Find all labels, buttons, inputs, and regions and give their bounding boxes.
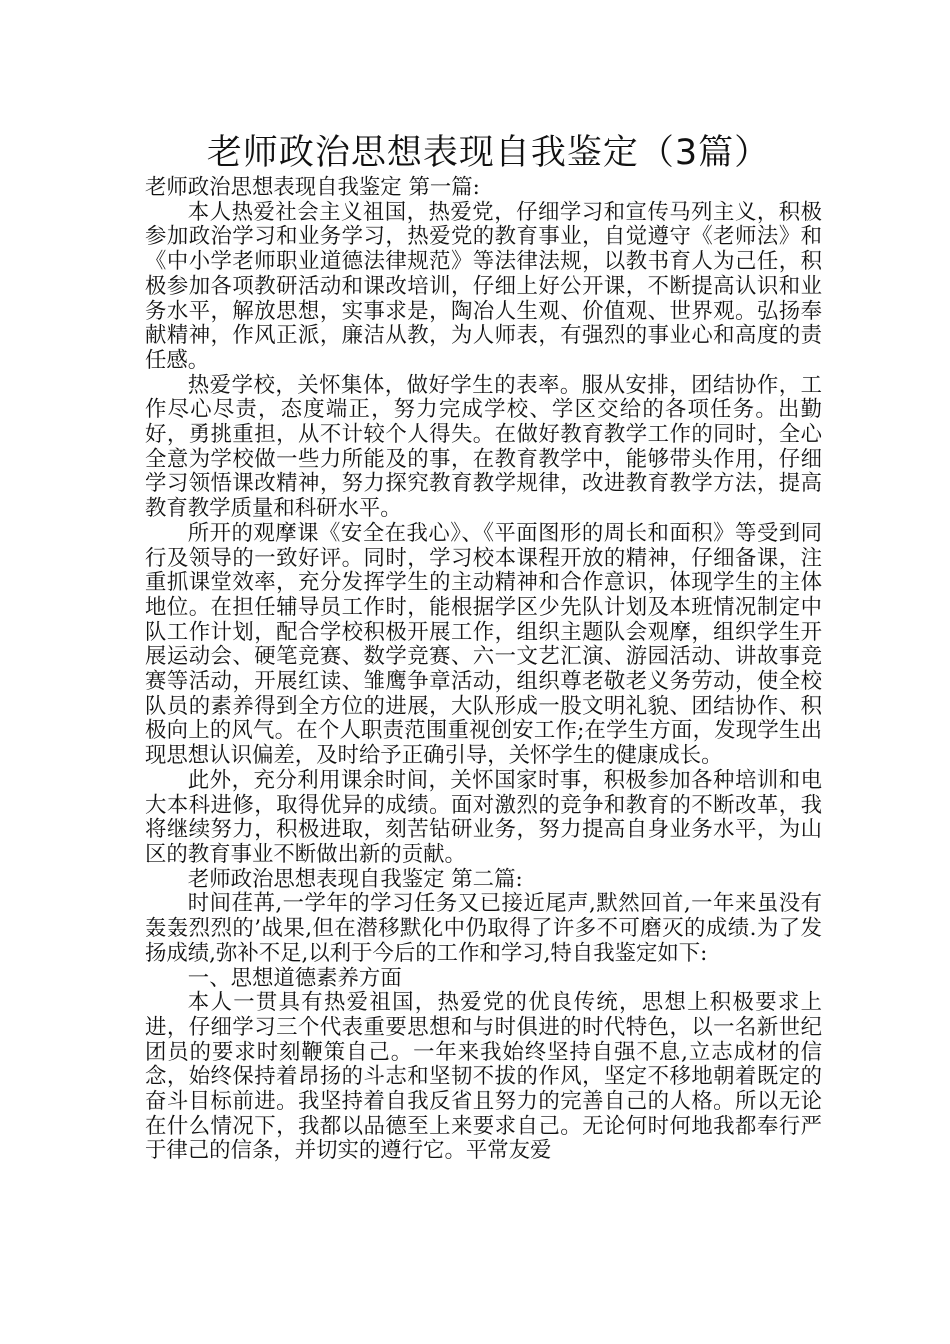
paragraph: 热爱学校，关怀集体，做好学生的表率。服从安排，团结协作，工作尽心尽责，态度端正，努力完成学校、学区交给的各项任务。出勤好，勇挑重担，从不计较个人得失。在做好教育教学工作的同时，全心全意为学校做一些力所能及的事，在教育教学中，能够带头作用，仔细学习领悟课改精神，努力探究教育教学规律，改进教育教学方法，提高教育教学质量和科研水平。 — [145, 372, 822, 522]
paragraph: 所开的观摩课《安全在我心》、《平面图形的周长和面积》等受到同行及领导的一致好评。同时，学习校本课程开放的精神，仔细备课，注重抓课堂效率，充分发挥学生的主动精神和合作意识，体现学生的主体地位。在担任辅导员工作时，能根据学区少先队计划及本班情况制定中队工作计划，配合学校积极开展工作，组织主题队会观摩，组织学生开展运动会、硬笔竞赛、数学竞赛、六一文艺汇演、游园活动、讲故事竞赛等活动，开展红读、雏鹰争章活动，组织尊老敬老义务劳动，使全校队员的素养得到全方位的进展，大队形成一股文明礼貌、团结协作、积极向上的风气。在个人职责范围重视创安工作;在学生方面，发现学生出现思想认识偏差，及时给予正确引导，关怀学生的健康成长。 — [145, 520, 822, 769]
paragraph: 本人热爱社会主义祖国，热爱党，仔细学习和宣传马列主义，积极参加政治学习和业务学习，热爱党的教育事业，自觉遵守《老师法》和《中小学老师职业道德法律规范》等法律法规，以教书育人为己任，积极参加各项教研活动和课改培训，仔细上好公开课，不断提高认识和业务水平，解放思想，实事求是，陶冶人生观、价值观、世界观。弘扬奉献精神，作风正派，廉洁从教，为人师表，有强烈的事业心和高度的责任感。 — [145, 199, 822, 373]
document-body — [145, 176, 822, 1164]
document-title: 老师政治思想表现自我鉴定（3篇） — [206, 133, 771, 173]
paragraph: 本人一贯具有热爱祖国，热爱党的优良传统，思想上积极要求上进，仔细学习三个代表重要思想和与时俱进的时代特色，以一名新世纪团员的要求时刻鞭策自己。一年来我始终坚持自强不息,立志成材的信念，始终保持着昂扬的斗志和坚韧不拔的作风，坚定不移地朝着既定的奋斗目标前进。我坚持着自我反省且努力的完善自己的人格。所以无论在什么情况下，我都以品德至上来要求自己。无论何时何地我都奉行严于律己的信条，并切实的遵行它。平常友爱 — [145, 990, 822, 1164]
document-page — [145, 130, 822, 1164]
paragraph: 时间荏苒,一学年的学习任务又已接近尾声,默然回首,一年来虽没有轰轰烈烈的’战果,但在潜移默化中仍取得了许多不可磨灭的成绩.为了发扬成绩,弥补不足,以利于今后的工作和学习,特自我鉴定如下: — [145, 891, 822, 966]
section-heading-2: 老师政治思想表现自我鉴定 第二篇: — [187, 866, 523, 892]
section-heading-1: 老师政治思想表现自我鉴定 第一篇: — [145, 175, 480, 200]
subsection-heading: 一、思想道德素养方面 — [187, 965, 402, 991]
paragraph: 此外，充分利用课余时间，关怀国家时事，积极参加各种培训和电大本科进修，取得优异的成绩。面对激烈的竞争和教育的不断改革，我将继续努力，积极进取，刻苦钻研业务，努力提高自身业务水平，为山区的教育事业不断做出新的贡献。 — [145, 767, 822, 867]
